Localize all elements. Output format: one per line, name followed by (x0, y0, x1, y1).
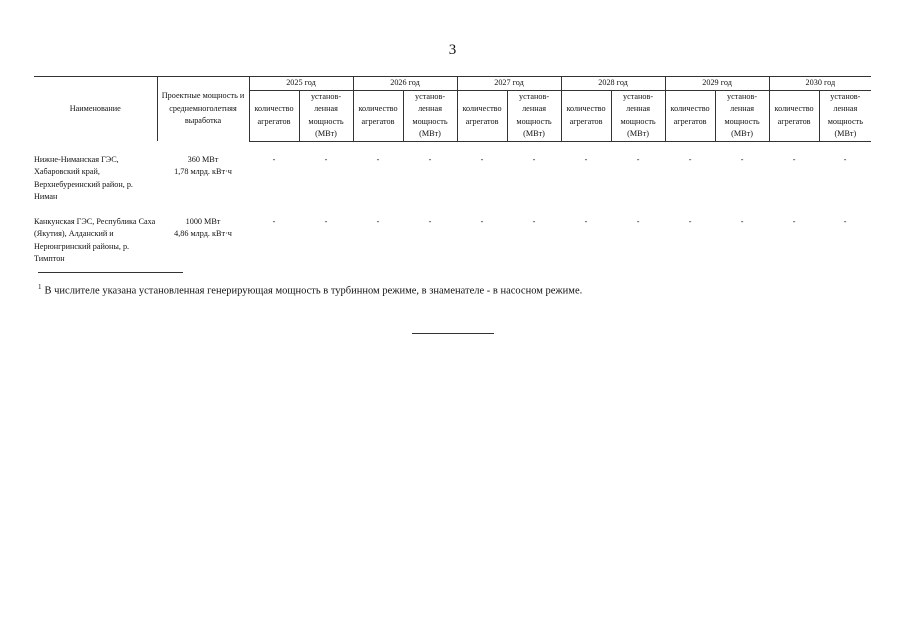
header-name: Наименование (34, 77, 157, 142)
header-units: количество агрегатов (353, 90, 403, 141)
cell-value: - (480, 216, 484, 226)
cell-value: - (480, 154, 484, 164)
header-year: 2027 год (457, 77, 561, 91)
cell-value: - (792, 154, 796, 164)
cell-value: - (376, 216, 380, 226)
header-power: установ-ленная мощность (МВт) (611, 90, 665, 141)
header-units: количество агрегатов (561, 90, 611, 141)
header-power: установ-ленная мощность (МВт) (299, 90, 353, 141)
plant-name: Нижне-Ниманская ГЭС, Хабаровский край, Верхнебуреинский район, р. Ниман (34, 154, 133, 201)
header-capacity: Проектные мощность и среднемноголетняя выработка (157, 77, 249, 142)
page-number: 3 (448, 42, 457, 58)
footnote-marker: 1 (38, 283, 42, 291)
plant-capacity (157, 154, 249, 204)
header-year: 2028 год (561, 77, 665, 91)
header-units: количество агрегатов (665, 90, 715, 141)
cell-value: - (843, 154, 847, 164)
header-power: установ-ленная мощность (МВт) (819, 90, 871, 141)
cell-value: - (688, 154, 692, 164)
cell-value: - (272, 216, 276, 226)
footnote-divider (38, 272, 183, 273)
header-year: 2029 год (665, 77, 769, 91)
header-year: 2026 год (353, 77, 457, 91)
cell-value: - (843, 216, 847, 226)
cell-value: - (636, 154, 640, 164)
cell-value: - (688, 216, 692, 226)
header-power: установ-ленная мощность (МВт) (403, 90, 457, 141)
cell-value: - (376, 154, 380, 164)
output-value: 1,78 млрд. кВт·ч (174, 167, 232, 176)
footnote (38, 283, 582, 297)
cell-value: - (532, 216, 536, 226)
header-units: количество агрегатов (249, 90, 299, 141)
cell-value: - (584, 216, 588, 226)
cell-value: - (792, 216, 796, 226)
cell-value: - (324, 154, 328, 164)
header-year: 2025 год (249, 77, 353, 91)
header-units: количество агрегатов (769, 90, 819, 141)
end-divider (412, 333, 494, 334)
header-power: установ-ленная мощность (МВт) (715, 90, 769, 141)
plant-capacity (157, 216, 249, 266)
table-row (34, 154, 871, 204)
hydro-plan-table (34, 76, 871, 266)
capacity-value: 360 МВт (187, 154, 219, 164)
header-units: количество агрегатов (457, 90, 507, 141)
cell-value: - (740, 216, 744, 226)
plant-name: Канкунская ГЭС, Республика Саха (Якутия), Алданский и Нерюнгринский районы, р. Тимптон (34, 216, 156, 263)
header-year: 2030 год (769, 77, 871, 91)
table-row (34, 216, 871, 266)
header-power: установ-ленная мощность (МВт) (507, 90, 561, 141)
cell-value: - (428, 154, 432, 164)
cell-value: - (740, 154, 744, 164)
footnote-text: В числителе указана установленная генерирующая мощность в турбинном режиме, в знаменателе - в насосном режиме. (44, 285, 583, 297)
cell-value: - (584, 154, 588, 164)
cell-value: - (272, 154, 276, 164)
cell-value: - (324, 216, 328, 226)
cell-value: - (532, 154, 536, 164)
cell-value: - (428, 216, 432, 226)
cell-value: - (636, 216, 640, 226)
output-value: 4,86 млрд. кВт·ч (174, 229, 232, 238)
capacity-value: 1000 МВт (185, 216, 221, 226)
